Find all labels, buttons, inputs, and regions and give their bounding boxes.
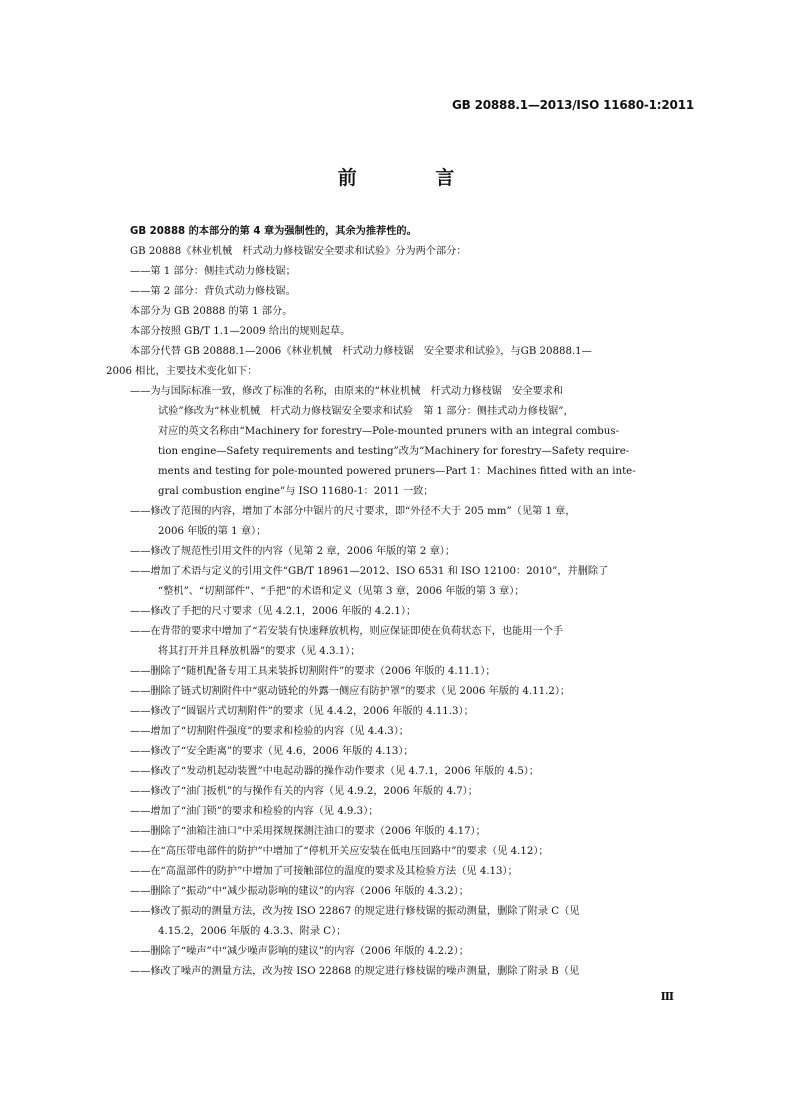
text-line: ments and testing for pole-mounted powered pruners—Part 1：Machines fitted with an inte- (158, 466, 636, 477)
text-line: 本部分为 GB 20888 的第 1 部分。 (130, 306, 293, 317)
text-line: ——为与国际标准一致，修改了标准的名称，由原来的“林业机械 杆式动力修枝锯 安全要求和 (130, 386, 564, 397)
text-line: ——增加了“油门锁”的要求和检验的内容（见 4.9.3）； (130, 806, 379, 817)
text-line: ——修改了“安全距离”的要求（见 4.6，2006 年版的 4.13）； (130, 746, 414, 757)
text-line: ——删除了“随机配备专用工具来装拆切割附件”的要求（2006 年版的 4.11.1）； (130, 666, 496, 677)
text-line: ——修改了“油门扳机”的与操作有关的内容（见 4.9.2，2006 年版的 4.7）； (130, 786, 478, 797)
text-line: “整机”、“切割部件”、“手把”的术语和定义（见第 3 章，2006 年版的第 3 章）； (158, 586, 525, 597)
text-line: tion engine—Safety requirements and testing”改为“Machinery for forestry—Safety require- (158, 446, 630, 457)
text-line: 对应的英文名称由“Machinery for forestry—Pole-mounted pruners with an integral combus- (158, 426, 620, 437)
text-line: ——增加了“切割附件强度”的要求和检验的内容（见 4.4.3）； (130, 726, 409, 737)
text-line: 将其打开并且释放机器”的要求（见 4.3.1）； (158, 646, 361, 657)
text-line: ——修改了范围的内容，增加了本部分中锯片的尺寸要求，即“外径不大于 205 mm”（见第 1 章， (130, 506, 576, 517)
text-line: ——第 2 部分：背负式动力修枝锯。 (130, 286, 296, 297)
text-line: ——删除了链式切割附件中“驱动链轮的外露一侧应有防护罩”的要求（见 2006 年版的 4.11.2）； (130, 686, 571, 697)
text-line: ——修改了振动的测量方法，改为按 ISO 22867 的规定进行修枝锯的振动测量，删除了附录 C（见 (130, 906, 580, 917)
text-line: ——修改了手把的尺寸要求（见 4.2.1，2006 年版的 4.2.1）； (130, 606, 417, 617)
text-line: 试验”修改为“林业机械 杆式动力修枝锯安全要求和试验 第 1 部分：侧挂式动力修枝锯”， (158, 406, 574, 417)
standard-header: GB 20888.1—2013/ISO 11680-1:2011 (452, 98, 694, 112)
text-line: 本部分代替 GB 20888.1—2006《林业机械 杆式动力修枝锯 安全要求和试验》，与GB 20888.1— (130, 346, 592, 357)
text-line: GB 20888 的本部分的第 4 章为强制性的，其余为推荐性的。 (130, 226, 417, 237)
text-line: ——在背带的要求中增加了“若安装有快速释放机构，则应保证即使在负荷状态下，也能用一个手 (130, 626, 564, 637)
text-line: 2006 年版的第 1 章）； (158, 526, 267, 537)
text-line: GB 20888《林业机械 杆式动力修枝锯安全要求和试验》分为两个部分： (130, 246, 467, 257)
text-line: ——删除了“油箱注油口”中采用探规探测注油口的要求（2006 年版的 4.17）； (130, 826, 486, 837)
text-line: ——修改了“圆锯片式切割附件”的要求（见 4.4.2，2006 年版的 4.11.3）； (130, 706, 474, 717)
text-line: ——第 1 部分：侧挂式动力修枝锯； (130, 266, 296, 277)
page-title: 前 言 (337, 167, 491, 189)
text-line: ——修改了噪声的测量方法，改为按 ISO 22868 的规定进行修枝锯的噪声测量，删除了附录 B（见 (130, 966, 580, 977)
text-line: 4.15.2，2006 年版的 4.3.3、附录 C）； (158, 926, 347, 937)
text-line: ——修改了规范性引用文件的内容（见第 2 章，2006 年版的第 2 章）； (130, 546, 456, 557)
text-line: ——在“高温部件的防护”中增加了可接触部位的温度的要求及其检验方法（见 4.13）； (130, 866, 518, 877)
text-line: ——在“高压带电部件的防护”中增加了“停机开关应安装在低电压回路中”的要求（见 4.12）； (130, 846, 549, 857)
text-line: ——增加了术语与定义的引用文件“GB/T 18961—2012、ISO 6531 和 ISO 12100：2010”，并删除了 (130, 566, 609, 577)
text-line: ——删除了“噪声”中“减少噪声影响的建议”的内容（2006 年版的 4.2.2）； (130, 946, 469, 957)
page-number: Ⅲ (660, 990, 674, 1003)
text-line: gral combustion engine”与 ISO 11680-1：2011 一致； (158, 486, 434, 497)
text-line: ——删除了“振动”中“减少振动影响的建议”的内容（2006 年版的 4.3.2）； (130, 886, 469, 897)
text-line: 本部分按照 GB/T 1.1—2009 给出的规则起草。 (130, 326, 351, 337)
text-line: ——修改了“发动机起动装置”中电起动器的操作动作要求（见 4.7.1，2006 年版的 4.5）； (130, 766, 540, 777)
text-line: 2006 相比，主要技术变化如下： (106, 366, 258, 377)
foreword-body (106, 222, 696, 982)
